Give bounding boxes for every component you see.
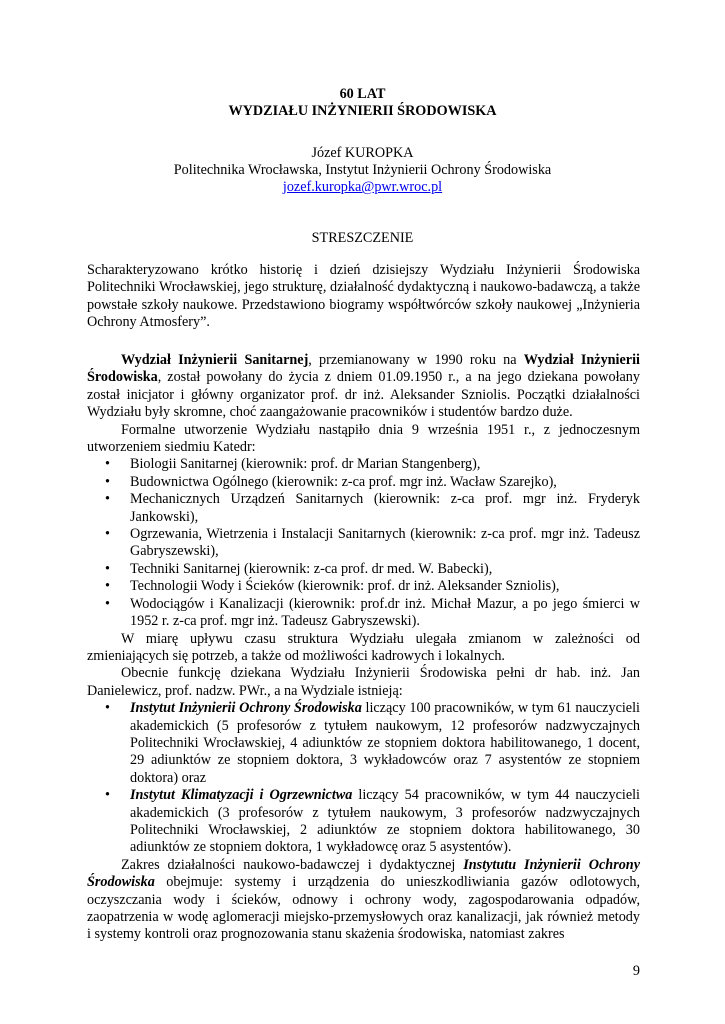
email-line (0, 179, 725, 196)
bullet-icon: • (105, 787, 110, 804)
list-item-text: Biologii Sanitarnej (kierownik: prof. dr Marian Stangenberg), (130, 456, 481, 473)
bullet-icon: • (105, 595, 110, 612)
list-item (87, 526, 640, 561)
list-item (87, 578, 640, 595)
author-email-link[interactable]: jozef.kuropka@pwr.wroc.pl (282, 179, 443, 195)
list-item-text: Technologii Wody i Ścieków (kierownik: prof. dr inż. Aleksander Szniolis), (130, 578, 560, 595)
bullet-icon: • (105, 526, 110, 543)
title-line-1: 60 LAT (339, 86, 386, 102)
bullet-icon: • (105, 578, 110, 595)
institute-name: Instytut Klimatyzacji i Ogrzewnictwa (130, 787, 353, 804)
paragraph-changes: W miarę upływu czasu struktura Wydziału ulegała zmianom w zależności od zmieniających się potrzeb, a także od możliwości kadrowych i lokalnych. (87, 630, 640, 664)
paragraph-text: , został powołany do życia z dniem 01.09.1950 r., a na jego dziekana powołany został inicjator i główny organizator prof. dr inż. Aleksander Szniolis. Początki działalności Wydziału były skromne, choć zaangażowanie pracowników i studentów bardzo duże. (87, 369, 640, 421)
instytuty-list (87, 700, 640, 857)
list-item-text: Wodociągów i Kanalizacji (kierownik: prof.dr inż. Michał Mazur, a po jego śmierci w 1952 r. z-ca prof. mgr inż. Tadeusz Gabryszewski). (130, 595, 640, 630)
list-item-text: Budownictwa Ogólnego (kierownik: z-ca prof. mgr inż. Wacław Szarejko), (130, 473, 557, 490)
paragraph-dean: Obecnie funkcję dziekana Wydziału Inżynierii Środowiska pełni dr hab. inż. Jan Danielewicz, prof. nadzw. PWr., a na Wydziale istnieją: (87, 665, 640, 699)
faculty-new-name: Wydział Inżynierii Środowiska (87, 352, 640, 386)
list-item-text: Ogrzewania, Wietrzenia i Instalacji Sanitarnych (kierownik: z-ca prof. mgr inż. Tadeusz Gabryszewski), (130, 526, 640, 560)
abstract-heading: STRESZCZENIE (311, 230, 414, 246)
paragraph-founding: Formalne utworzenie Wydziału nastąpiło dnia 9 września 1951 r., z jednoczesnym utworzeniem siedmiu Katedr: (87, 421, 640, 456)
faculty-old-name: Wydział Inżynierii Sanitarnej (121, 352, 309, 368)
paragraph-scope (87, 857, 640, 944)
bullet-icon: • (105, 560, 110, 577)
list-item (87, 787, 640, 857)
bullet-icon: • (105, 700, 110, 717)
list-item (87, 700, 640, 787)
author-affiliation: Politechnika Wrocławska, Instytut Inżynierii Ochrony Środowiska (173, 162, 552, 178)
paragraph-text: obejmuje: systemy i urządzenia do unieszkodliwiania gazów odlotowych, oczyszczania wody i ścieków, odnowy i ochrony wody, zagospodarowania odpadów, zaopatrzenia w wodę aglomeracji miejsko-przemysłowych oraz kanalizacji, jak również metody i systemy kontroli oraz prognozowania stanu skażenia środowiska, natomiast zakres (87, 874, 640, 943)
list-item (87, 474, 640, 491)
body-text (87, 352, 640, 944)
paragraph-text: , przemianowany w 1990 roku na (308, 352, 524, 368)
institute-name-inline: Instytutu Inżynierii Ochrony Środowiska (87, 856, 640, 891)
list-item (87, 596, 640, 631)
institute-name: Instytut Inżynierii Ochrony Środowiska (130, 700, 362, 717)
bullet-icon: • (105, 473, 110, 490)
list-item (87, 491, 640, 526)
author-name: Józef KUROPKA (311, 145, 414, 161)
paragraph-text: Zakres działalności naukowo-badawczej i dydaktycznej (121, 856, 464, 873)
list-item-text: liczący 100 pracowników, w tym 61 nauczycieli akademickich (5 profesorów z tytułem naukowym, 12 profesorów nadzwyczajnych Politechniki Wrocławskiej, 4 adiunktów ze stopniem doktora habilitowanego, 1 docent, 29 adiunktów ze stopniem doktora, 3 wykładowców oraz 7 asystentów ze stopniem doktora) oraz (130, 700, 640, 786)
list-item (87, 456, 640, 473)
list-item-text: Techniki Sanitarnej (kierownik: z-ca prof. dr med. W. Babecki), (130, 560, 493, 577)
bullet-icon: • (105, 491, 110, 508)
abstract-paragraph: Scharakteryzowano krótko historię i dzień dzisiejszy Wydziału Inżynierii Środowiska Politechniki Wrocławskiej, jego strukturę, działalność dydaktyczną i naukowo-badawczą, a także powstałe szkoły naukowe. Przedstawiono biogramy współtwórców szkoły naukowej „Inżynieria Ochrony Atmosfery”. (87, 262, 640, 331)
bullet-icon: • (105, 456, 110, 473)
abstract-text (87, 262, 640, 332)
page-number: 9 (632, 963, 640, 979)
paragraph-history (87, 352, 640, 422)
list-item-text: liczący 54 pracowników, w tym 44 nauczycieli akademickich (3 profesorów z tytułem naukowym, 3 profesorów nadzwyczajnych Politechniki Wrocławskiej, 2 adiunktów ze stopniem doktora habilitowanego, 30 adiunktów ze stopniem doktora, 1 wykładowcę oraz 5 asystentów). (130, 787, 640, 856)
list-item (87, 561, 640, 578)
katedry-list (87, 456, 640, 630)
title-line-2: WYDZIAŁU INŻYNIERII ŚRODOWISKA (228, 103, 497, 119)
list-item-text: Mechanicznych Urządzeń Sanitarnych (kierownik: z-ca prof. mgr inż. Fryderyk Jankowski), (130, 491, 640, 525)
